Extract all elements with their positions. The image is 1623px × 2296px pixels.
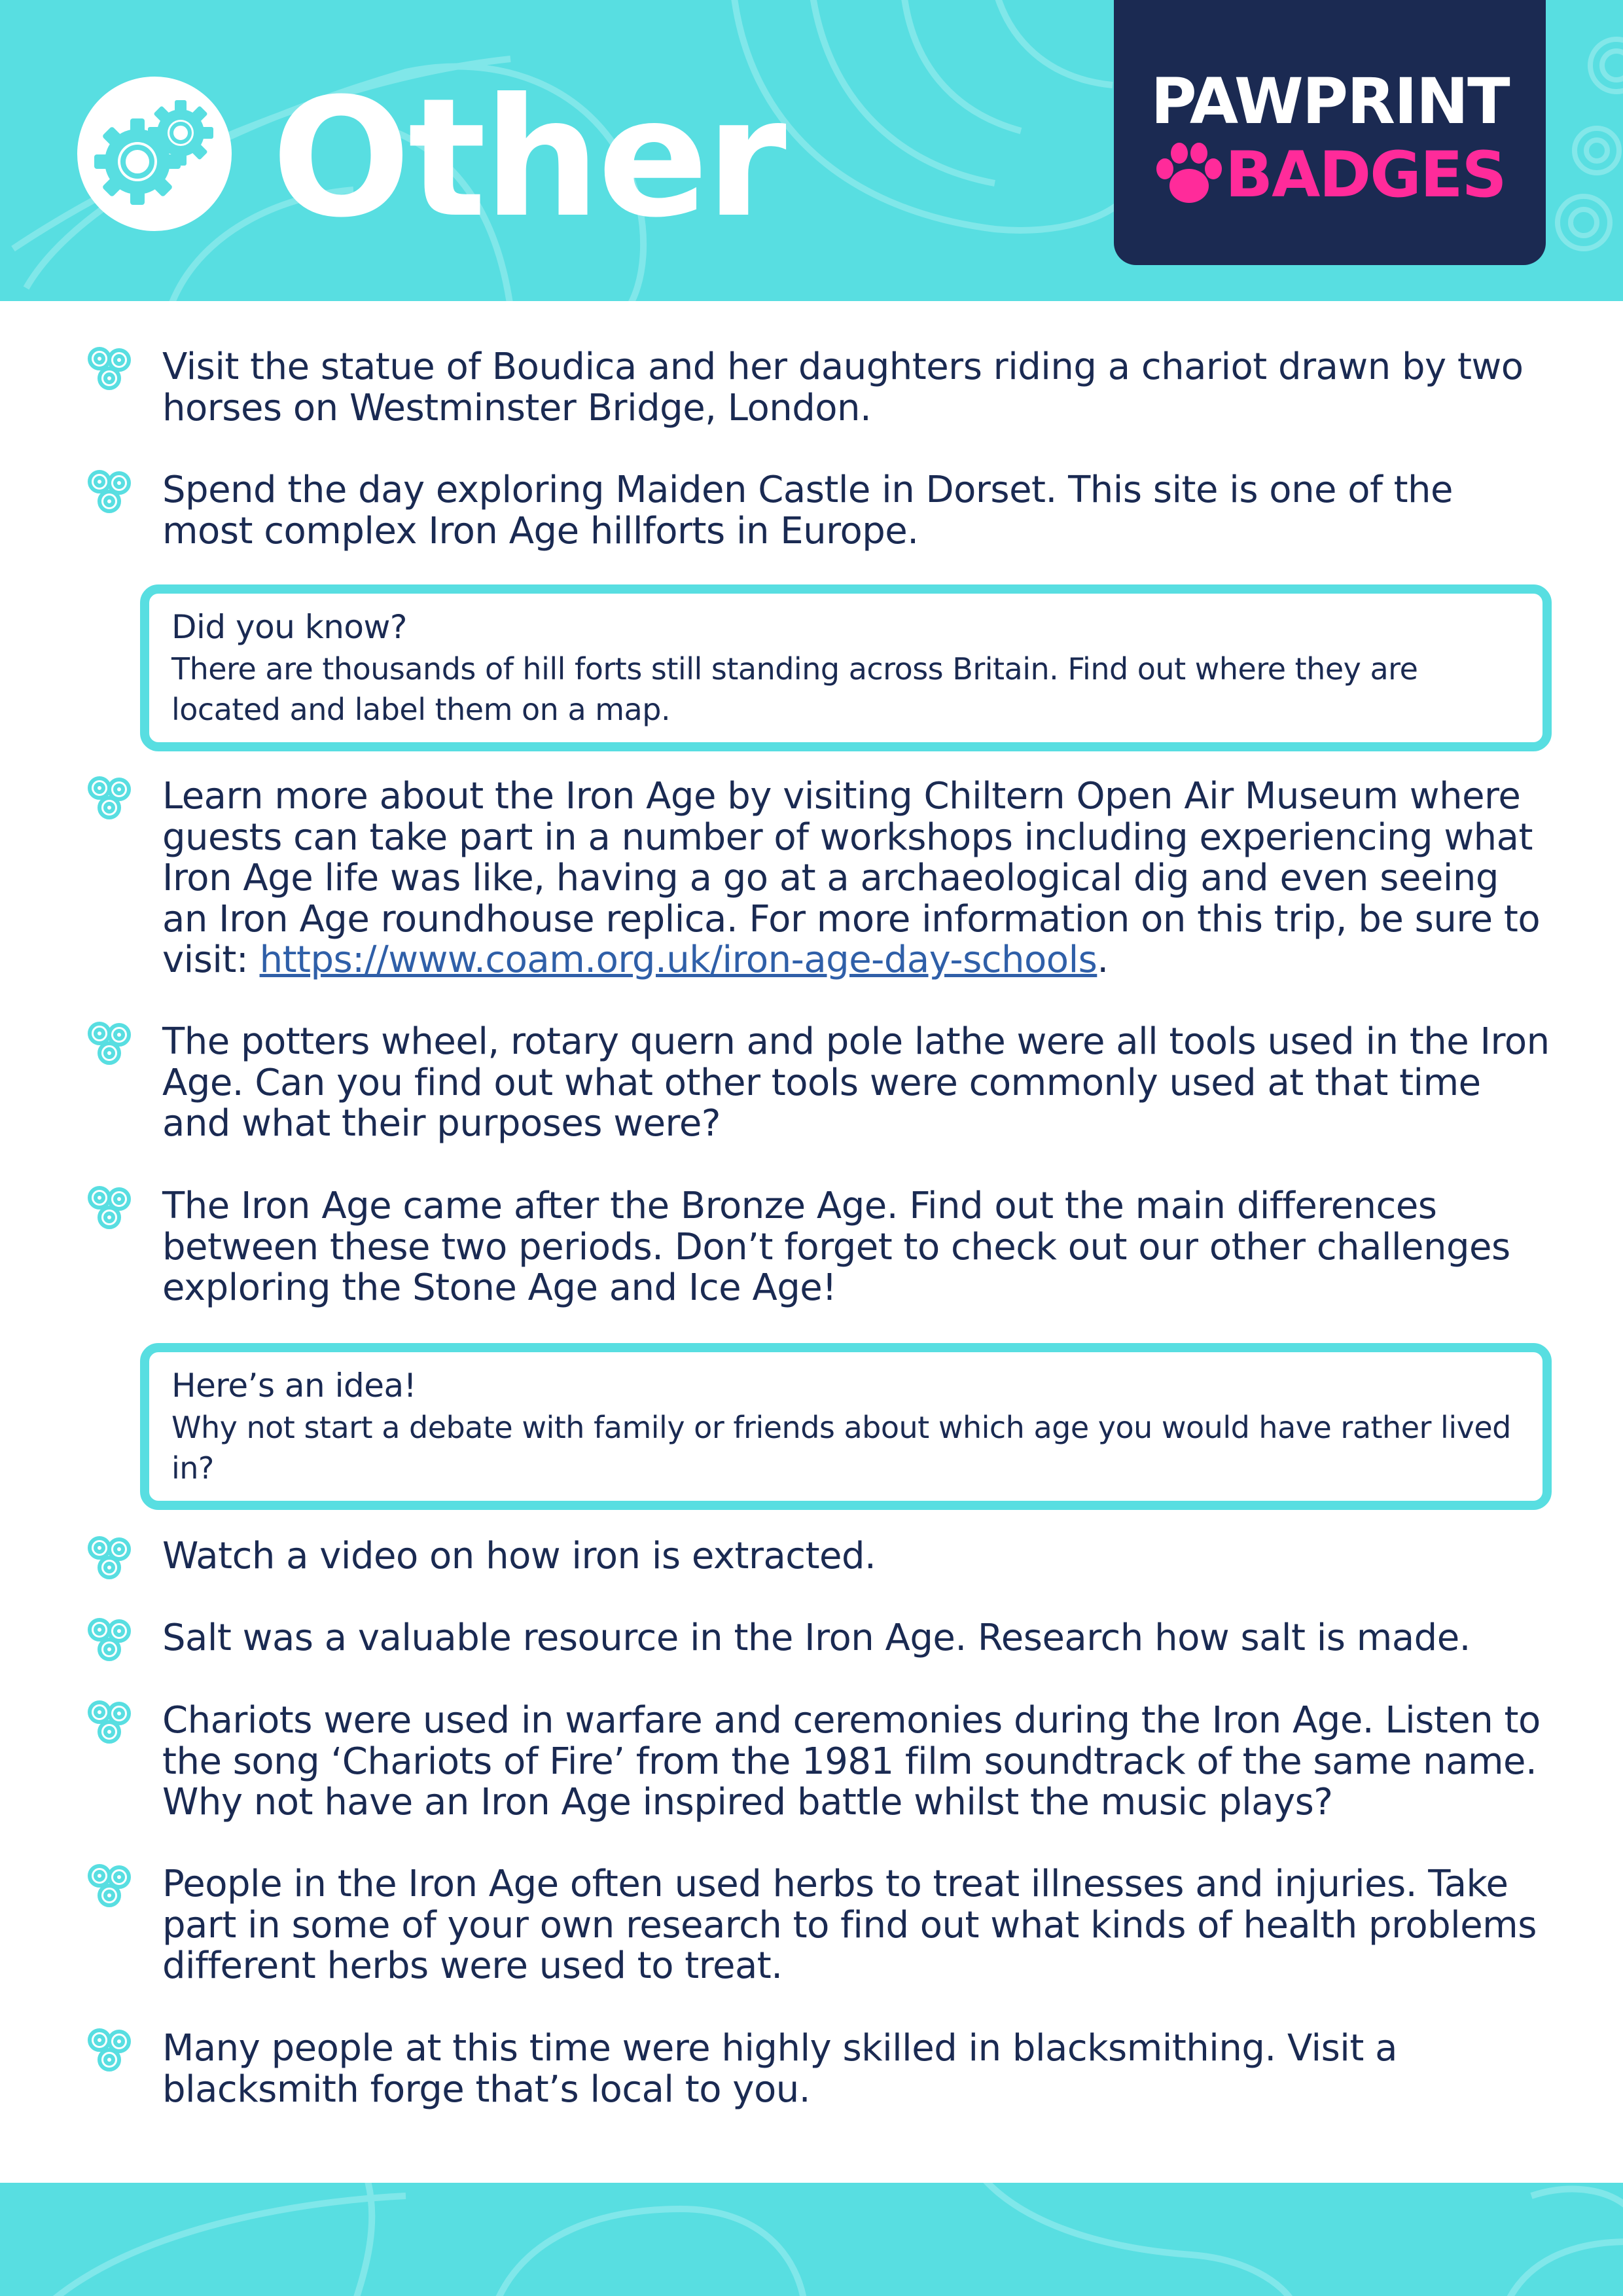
coam-link[interactable]: https://www.coam.org.uk/iron-age-day-schools	[259, 939, 1097, 981]
page-title: Other	[272, 63, 784, 253]
pawprint-badges-logo	[1114, 0, 1546, 265]
page-header	[0, 0, 1623, 301]
link-trailing-period: .	[1097, 939, 1109, 981]
list-item: People in the Iron Age often used herbs to treat illnesses and injuries. Take part in some of your own research to find out what kinds of health problems different herbs were used to treat.	[162, 1863, 1537, 1987]
logo-text-badges: BADGES	[1225, 138, 1506, 211]
list-item: Many people at this time were highly skilled in blacksmithing. Visit a blacksmith forge that’s local to you.	[162, 2027, 1397, 2111]
triskele-icon	[86, 1699, 132, 1748]
list-item-text: Learn more about the Iron Age by visiting Chiltern Open Air Museum where guests can take part in a number of workshops including experiencing what Iron Age life was like, having a go at a archaeological dig and even seeing an Iron Age roundhouse replica. For more information on this trip, be sure to visit:	[162, 775, 1541, 981]
triskele-icon	[86, 1185, 132, 1233]
list-item: Watch a video on how iron is extracted.	[162, 1535, 876, 1577]
list-item: Salt was a valuable resource in the Iron Age. Research how salt is made.	[162, 1617, 1471, 1659]
triskele-icon	[86, 469, 132, 517]
gears-icon-badge	[77, 77, 232, 231]
triskele-icon	[86, 1617, 132, 1665]
gears-icon	[77, 77, 232, 231]
callout-heres-an-idea	[140, 1343, 1552, 1510]
page-footer	[0, 2183, 1623, 2296]
list-item: Spend the day exploring Maiden Castle in Dorset. This site is one of the most complex Iron Age hillforts in Europe.	[162, 469, 1453, 552]
callout-title: Did you know?	[171, 608, 407, 646]
triskele-icon	[86, 775, 132, 823]
list-item: The Iron Age came after the Bronze Age. Find out the main differences between these two periods. Don’t forget to check out our other challenges exploring the Stone Age and Ice Age!	[162, 1185, 1510, 1309]
list-item: The potters wheel, rotary quern and pole lathe were all tools used in the Iron Age. Can you find out what other tools were commonly used at that time and what their purposes were?	[162, 1020, 1550, 1145]
footer-background-pattern	[0, 2183, 1623, 2296]
list-item: Chariots were used in warfare and ceremonies during the Iron Age. Listen to the song ‘Chariots of Fire’ from the 1981 film soundtrack of the same name. Why not have an Iron Age inspired battle whilst the music plays?	[162, 1699, 1541, 1823]
triskele-icon	[86, 1535, 132, 1583]
triskele-icon	[86, 346, 132, 394]
paw-icon	[1153, 143, 1225, 208]
callout-body: Why not start a debate with family or friends about which age you would have rather lived in?	[171, 1410, 1511, 1486]
list-item: Visit the statue of Boudica and her daughters riding a chariot drawn by two horses on Westminster Bridge, London.	[162, 346, 1524, 429]
callout-body: There are thousands of hill forts still standing across Britain. Find out where they are located and label them on a map.	[171, 651, 1418, 727]
list-item	[162, 776, 1550, 981]
triskele-icon	[86, 1863, 132, 1911]
callout-title: Here’s an idea!	[171, 1367, 417, 1405]
triskele-icon	[86, 1020, 132, 1069]
logo-text-pawprint: PAWPRINT	[1150, 65, 1509, 138]
triskele-icon	[86, 2027, 132, 2075]
callout-did-you-know	[140, 584, 1552, 751]
